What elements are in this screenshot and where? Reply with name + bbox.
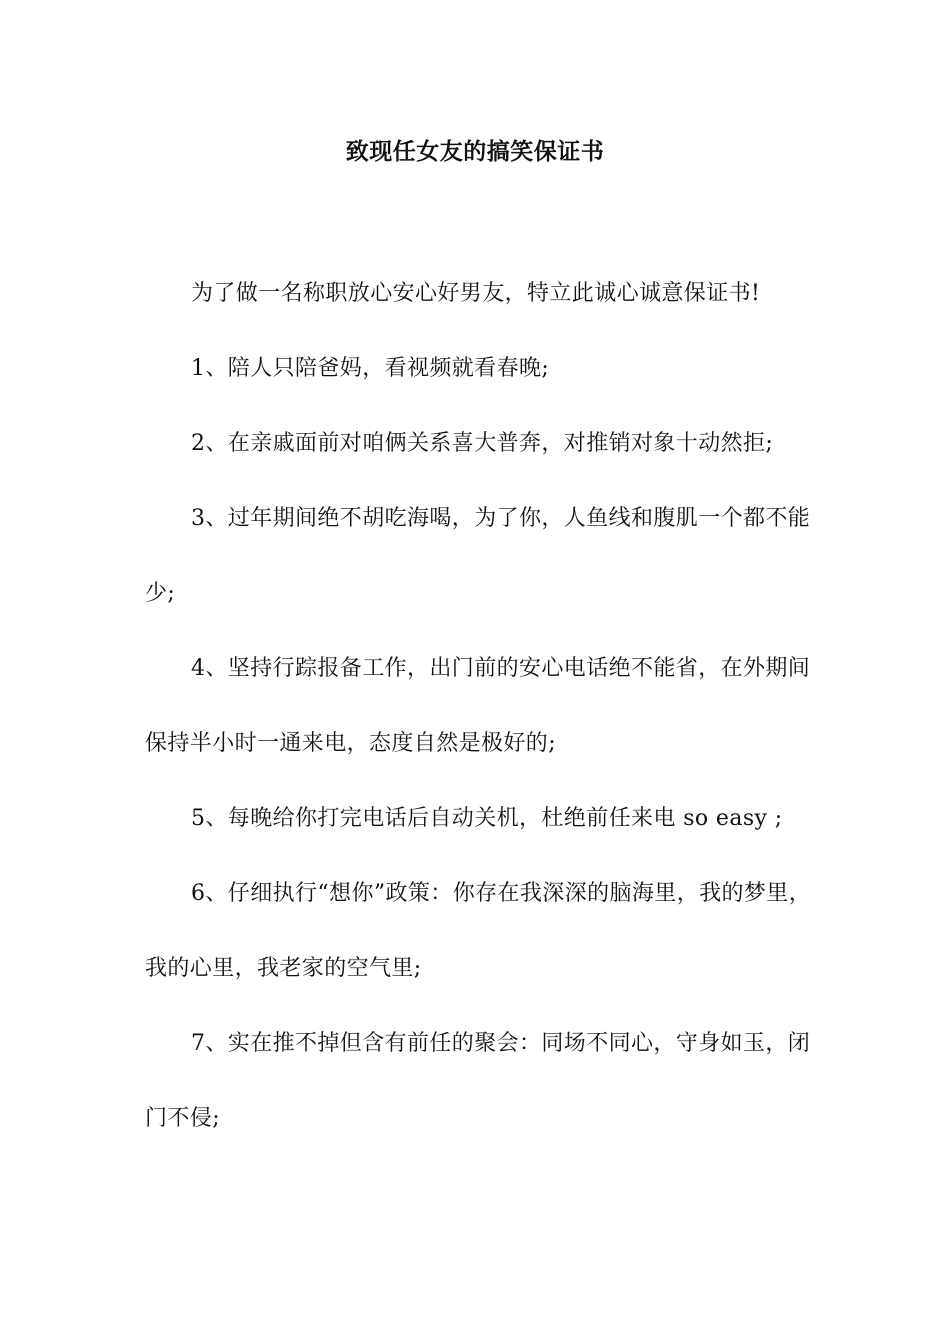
paragraph-item-4: 4、坚持行踪报备工作，出门前的安心电话绝不能省，在外期间保持半小时一通来电，态度自然是极好的;	[145, 656, 811, 756]
paragraph-item-1: 1、陪人只陪爸妈，看视频就看春晚;	[191, 356, 550, 381]
document-body	[145, 256, 825, 1156]
document-title: 致现任女友的搞笑保证书	[345, 139, 605, 165]
paragraph-intro: 为了做一名称职放心安心好男友，特立此诚心诚意保证书!	[191, 281, 761, 306]
paragraph-item-7: 7、实在推不掉但含有前任的聚会：同场不同心，守身如玉，闭门不侵;	[145, 1031, 811, 1131]
paragraph-item-3: 3、过年期间绝不胡吃海喝，为了你，人鱼线和腹肌一个都不能少;	[145, 506, 811, 606]
paragraph-item-5: 5、每晚给你打完电话后自动关机，杜绝前任来电 so easy ;	[191, 806, 783, 831]
paragraph-item-2: 2、在亲戚面前对咱俩关系喜大普奔，对推销对象十动然拒;	[191, 431, 774, 456]
paragraph-item-6: 6、仔细执行“想你”政策：你存在我深深的脑海里，我的梦里，我的心里，我老家的空气里;	[145, 881, 812, 981]
